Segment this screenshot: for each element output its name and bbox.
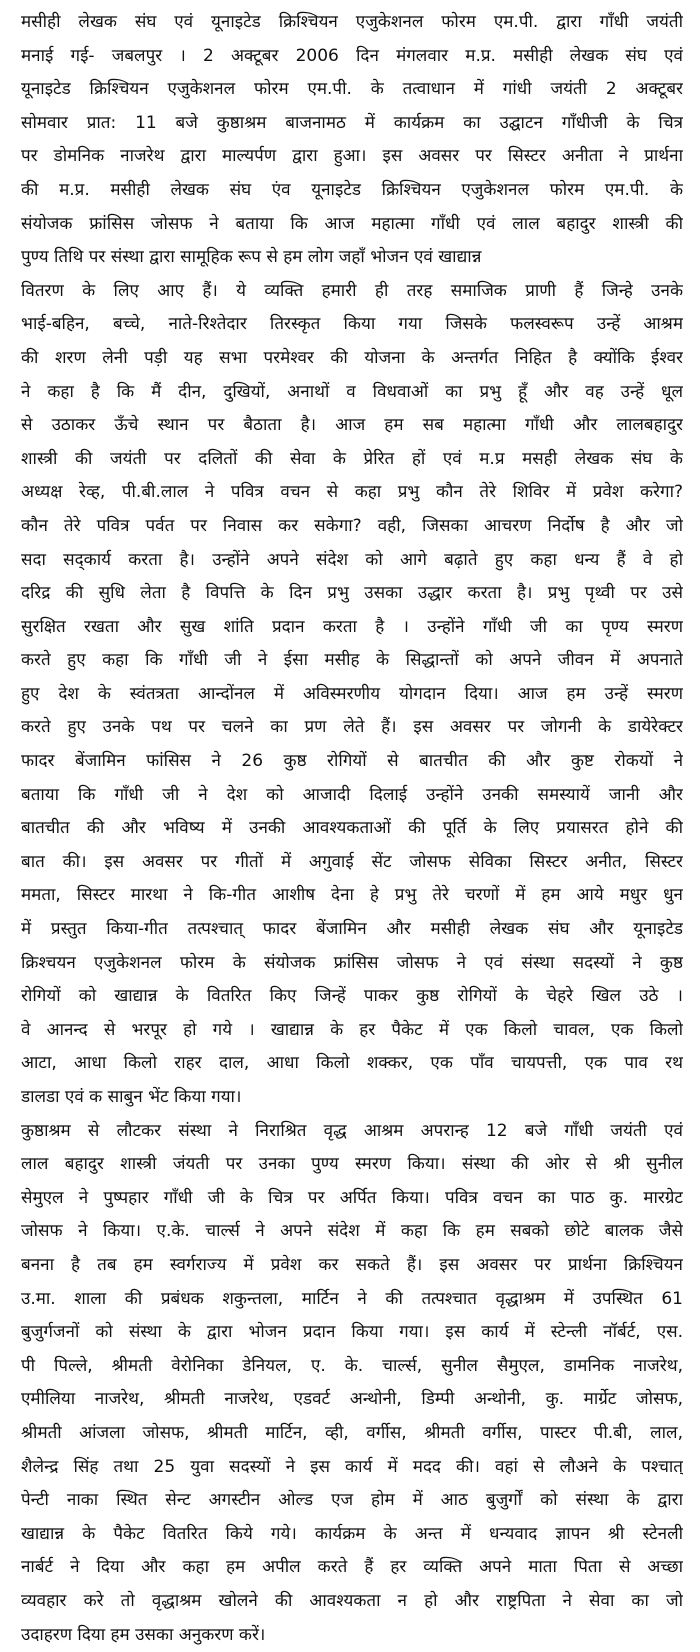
text-line: मसीही लेखक संघ एवं यूनाइटेड क्रिश्चियन एजुकेशनल फोरम एम.पी. द्वारा गाँधी जयंती: [21, 6, 683, 40]
text-line: सदा सद्कार्य करता है। उन्होंने अपने संदेश को आगे बढ़ाते हुए कहा धन्य हैं वे हो: [21, 544, 683, 578]
text-line: संयोजक फ्रांसिस जोसफ ने बताया कि आज महात्मा गाँधी एवं लाल बहादुर शास्त्री की: [21, 208, 683, 242]
text-line: वितरण के लिए आए हैं। ये व्यक्ति हमारी ही तरह समाजिक प्राणी हैं जिन्हे उनके: [21, 275, 683, 309]
text-line: पेन्टी नाका स्थित सेन्ट अगस्टीन ओल्ड एज होम में आठ बुजुर्गों को संस्था के द्वारा: [21, 1484, 683, 1518]
text-line: कौन तेरे पवित्र पर्वत पर निवास कर सकेगा? वही, जिसका आचरण निर्दोष है और जो: [21, 510, 683, 544]
text-line: यूनाइटेड क्रिश्चियन एजुकेशनल फोरम एम.पी. के तत्वाधान में गांधी जयंती 2 अक्टूबर: [21, 73, 683, 107]
text-line: से उठाकर ऊँचे स्थान पर बैठाता है। आज हम सब महात्मा गाँधी और लालबहादुर: [21, 409, 683, 443]
text-line: वे आनन्द से भरपूर हो गये । खाद्यान्न के हर पैकेट में एक किलो चावल, एक किलो: [21, 1014, 683, 1048]
text-line: पर डोमनिक नाजरेथ द्वारा माल्यर्पण द्वारा हुआ। इस अवसर पर सिस्टर अनीता ने प्रार्थना: [21, 140, 683, 174]
text-line: सुरक्षित रखता और सुख शांति प्रदान करता है । उन्होंने गाँधी जी का पृण्य स्मरण: [21, 611, 683, 645]
text-line: अध्यक्ष रेव्ह, पी.बी.लाल ने पवित्र वचन से कहा प्रभु कौन तेरे शिविर में प्रवेश करेगा?: [21, 476, 683, 510]
text-line: शास्त्री की जयंती पर दलितों की सेवा के प्रेरित हों एवं म.प्र मसही लेखक संघ के: [21, 443, 683, 477]
text-line: शैलेन्द्र सिंह तथा 25 युवा सदस्यों ने इस कार्य में मदद की। वहां से लौअने के पश्चात्: [21, 1451, 683, 1485]
text-line: मनाई गई- जबलपुर । 2 अक्टूबर 2006 दिन मंगलवार म.प्र. मसीही लेखक संघ एवं: [21, 40, 683, 74]
text-line: ने कहा है कि मैं दीन, दुखियों, अनाथों व विधवाओं का प्रभु हूँ और वह उन्हें धूल: [21, 376, 683, 410]
text-line: आटा, आधा किलो राहर दाल, आधा किलो शक्कर, एक पाँव चायपत्ती, एक पाव रथ: [21, 1047, 683, 1081]
text-line: कुष्ठाश्रम से लौटकर संस्था ने निराश्रित वृद्ध आश्रम अपरान्ह 12 बजे गाँधी जयंती एवं: [21, 1115, 683, 1149]
text-line: व्यवहार करे तो वृद्धाश्रम खोलने की आवश्यकता न हो और राष्ट्रपिता ने सेवा का जो: [21, 1585, 683, 1619]
text-line: बुजुर्गजनों को संस्था के द्वारा भोजन प्रदान किया गया। इस कार्य में स्टेन्ली नॉर्बर्ट, एस.: [21, 1316, 683, 1350]
text-line: फादर बेंजामिन फांसिस ने 26 कुष्ठ रोगियों से बातचीत की और कुष्ट रोकयों ने: [21, 745, 683, 779]
text-line: रोगियों को खाद्यान्न के वितरित किए जिन्हें पाकर कुष्ठ रोगियों के चेहरे खिल उठे ।: [21, 980, 683, 1014]
text-line: ममता, सिस्टर मारथा ने कि-गीत आशीष देना हे प्रभु तेरे चरणों में हम आये मधुर धुन: [21, 879, 683, 913]
text-line: सोमवार प्रात: 11 बजे कुष्ठाश्रम बाजनामठ में कार्यक्रम का उद्घाटन गाँधीजी के चित्र: [21, 107, 683, 141]
article-body: [21, 6, 683, 1652]
text-line: सेमुएल ने पुष्पहार गाँधी जी के चित्र पर अर्पित किया। पवित्र वचन का पाठ कु. मारग्रेट: [21, 1182, 683, 1216]
text-line: की शरण लेनी पड़ी यह सभा परमेश्वर की योजना के अन्तर्गत निहित है क्योंकि ईश्वर: [21, 342, 683, 376]
text-line: नार्बर्ट ने दिया और कहा हम अपील करते हैं हर व्यक्ति अपने माता पिता से अच्छा: [21, 1551, 683, 1585]
text-line: उ.मा. शाला की प्रबंधक शकुन्तला, मार्टिन ने की तत्पश्चात वृद्धाश्रम में उपस्थित 61: [21, 1283, 683, 1317]
text-line: बातचीत की और भविष्य में उनकी आवश्यकताओं की पूर्ति के लिए प्रयासरत होने की: [21, 812, 683, 846]
text-line: दरिद्र की सुधि लेता है विपत्ति के दिन प्रभु उसका उद्धार करता है। प्रभु पृथ्वी पर उसे: [21, 577, 683, 611]
text-line: पुण्य तिथि पर संस्था द्वारा सामूहिक रूप से हम लोग जहाँ भोजन एवं खाद्यान्न: [21, 241, 683, 275]
text-line: उदाहरण दिया हम उसका अनुकरण करें।: [21, 1619, 683, 1652]
text-line: बताया कि गाँधी जी ने देश को आजादी दिलाई उन्होंने उनकी समस्यायें जानी और: [21, 779, 683, 813]
text-line: करते हुए कहा कि गाँधी जी ने ईसा मसीह के सिद्धान्तों को अपने जीवन में अपनाते: [21, 644, 683, 678]
text-line: क्रिश्चयन एजुकेशनल फोरम के संयोजक फ्रांसिस जोसफ ने एवं संस्था सदस्यों ने कुष्ठ: [21, 947, 683, 981]
text-line: जोसफ ने किया। ए.के. चार्ल्स ने अपने संदेश में कहा कि हम सबको छोटे बालक जैसे: [21, 1215, 683, 1249]
text-line: भाई-बहिन, बच्चे, नाते-रिश्तेदार तिरस्कृत किया गया जिसके फलस्वरूप उन्हें आश्रम: [21, 308, 683, 342]
text-line: बनना है तब हम स्वर्गराज्य में प्रवेश कर सकते हैं। इस अवसर पर प्रार्थना क्रिश्चियन: [21, 1249, 683, 1283]
text-line: बात की। इस अवसर पर गीतों में अगुवाई सेंट जोसफ सेविका सिस्टर अनीत, सिस्टर: [21, 846, 683, 880]
text-line: करते हुए उनके पथ पर चलने का प्रण लेते हैं। इस अवसर पर जोगनी के डायेरेक्टर: [21, 711, 683, 745]
text-line: हुए देश के स्वंतत्रता आन्दोंनल में अविस्मरणीय योगदान दिया। आज हम उन्हें स्मरण: [21, 678, 683, 712]
text-line: डालडा एवं क साबुन भेंट किया गया।: [21, 1081, 683, 1115]
text-line: एमीलिया नाजरेथ, श्रीमती नाजरेथ, एडवर्ट अन्थोनी, डिम्पी अन्थोनी, कु. मार्ग्रेट जोसफ,: [21, 1383, 683, 1417]
text-line: में प्रस्तुत किया-गीत तत्पश्चात् फादर बेंजामिन और मसीही लेखक संघ और यूनाइटेड: [21, 913, 683, 947]
article-paragraph: [21, 1115, 683, 1652]
article-paragraph: [21, 6, 683, 1115]
text-line: की म.प्र. मसीही लेखक संघ एंव यूनाइटेड क्रिश्चियन एजुकेशनल फोरम एम.पी. के: [21, 174, 683, 208]
text-line: लाल बहादुर शास्त्री जंयती पर उनका पुण्य स्मरण किया। संस्था की ओर से श्री सुनील: [21, 1148, 683, 1182]
text-line: पी पिल्ले, श्रीमती वेरोनिका डेनियल, ए. के. चार्ल्स, सुनील सैमुएल, डामनिक नाजरेथ,: [21, 1350, 683, 1384]
text-line: श्रीमती आंजला जोसफ, श्रीमती मार्टिन, व्ही, वर्गीस, श्रीमती वर्गीस, पास्टर पी.बी, लाल,: [21, 1417, 683, 1451]
text-line: खाद्यान्न के पैकेट वितरित किये गये। कार्यक्रम के अन्त में धन्यवाद ज्ञापन श्री स्टेनली: [21, 1518, 683, 1552]
